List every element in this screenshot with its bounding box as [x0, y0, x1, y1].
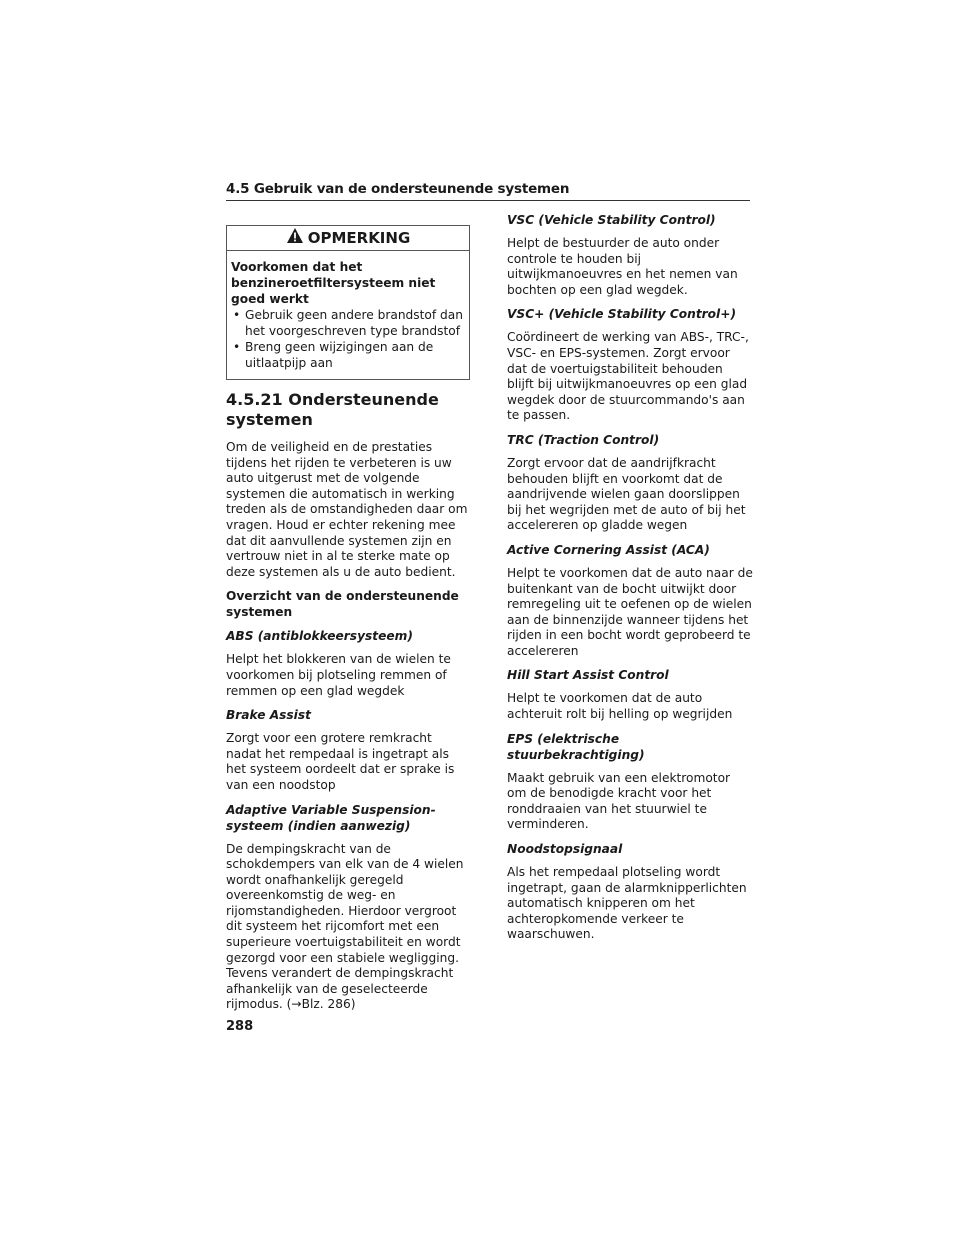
warning-triangle-icon [286, 227, 304, 248]
system-text-hill-start: Helpt te voorkomen dat de auto achteruit rolt bij helling op wegrijden [507, 691, 733, 722]
system-text-aca: Helpt te voorkomen dat de auto naar de buitenkant van de bocht uitwijkt door remregeling uit te oefenen op de wielen aan de binnenzijde wanneer tijdens het rijden in een bocht wordt geprobeerd te accelereren [507, 565, 753, 658]
notice-header [227, 226, 469, 251]
section-title: 4.5 Gebruik van de ondersteunende systemen [226, 181, 570, 197]
notice-body [227, 251, 469, 379]
system-term-abs: ABS (antiblokkeersysteem) [226, 629, 413, 644]
notice-bullet: • Breng geen wijzigingen aan de uitlaatpijp aan [231, 339, 465, 371]
system-term-vsc: VSC (Vehicle Stability Control) [507, 213, 716, 227]
notice-title: Voorkomen dat het benzineroetfiltersysteem niet goed werkt [231, 260, 436, 306]
system-text-vsc-plus: Coördineert de werking van ABS-, TRC-, VSC- en EPS-systemen. Zorgt ervoor dat de voertuigstabiliteit behouden blijft bij uitwijkmanoeuvres op een glad wegdek door de stuurcommando's aan te passen. [507, 330, 749, 423]
system-term-vsc-plus: VSC+ (Vehicle Stability Control+) [507, 307, 737, 322]
notice-label: OPMERKING [307, 228, 411, 247]
notice-box [226, 225, 470, 380]
system-term-emergency-stop-signal: Noodstopsignaal [507, 842, 623, 857]
overview-heading: Overzicht van de ondersteunende systemen [226, 589, 459, 620]
system-text-emergency-stop-signal: Als het rempedaal plotseling wordt ingetrapt, gaan de alarmknipperlichten automatisch knipperen om het achteropkomende verkeer te waarschuwen. [507, 865, 747, 942]
system-text-eps: Maakt gebruik van een elektromotor om de benodigde kracht voor het ronddraaien van het stuurwiel te verminderen. [507, 770, 731, 832]
running-header [226, 178, 750, 201]
notice-bullet: • Gebruik geen andere brandstof dan het voorgeschreven type brandstof [231, 307, 465, 339]
system-term-hill-start: Hill Start Assist Control [507, 668, 669, 683]
system-term-adaptive-suspension: Adaptive Variable Suspension-systeem (indien aanwezig) [226, 802, 436, 833]
section-intro: Om de veiligheid en de prestaties tijdens het rijden te verbeteren is uw auto uitgerust met de volgende systemen die automatisch in werking treden als de omstandigheden daar om vragen. Houd er echter rekening mee dat dit aanvullende systemen zijn en vertrouw niet in al te sterke mate op deze systemen als u de auto bedient. [226, 440, 468, 579]
notice-bullet-list [231, 307, 465, 371]
system-text-adaptive-suspension: De dempingskracht van de schokdempers van elk van de 4 wielen wordt onafhankelijk geregeld overeenkomstig de weg- en rijomstandigheden. Hierdoor vergroot dit systeem het rijcomfort met een superieure voertuigstabiliteit en wordt gezorgd voor een stabiele wegligging. Tevens verandert de dempingskracht afhankelijk van de geselecteerde rijmodus. (→Blz. 286) [226, 841, 464, 1012]
system-term-aca: Active Cornering Assist (ACA) [507, 542, 710, 557]
system-text-abs: Helpt het blokkeren van de wielen te voorkomen bij plotseling remmen of remmen op een glad wegdek [226, 652, 451, 698]
section-heading: 4.5.21 Ondersteunende systemen [226, 390, 439, 429]
left-column [226, 212, 470, 1021]
system-text-vsc: Helpt de bestuurder de auto onder controle te houden bij uitwijkmanoeuvres en het nemen van bochten op een glad wegdek. [507, 236, 738, 297]
system-term-trc: TRC (Traction Control) [507, 432, 660, 447]
system-text-brake-assist: Zorgt voor een grotere remkracht nadat het rempedaal is ingetrapt als het systeem oordeelt dat er sprake is van een noodstop [226, 731, 455, 792]
system-term-eps: EPS (elektrische stuurbekrachtiging) [507, 731, 645, 762]
system-term-brake-assist: Brake Assist [226, 708, 311, 723]
right-column [507, 212, 753, 951]
system-text-trc: Zorgt ervoor dat de aandrijfkracht behouden blijft en voorkomt dat de aandrijvende wielen gaan doorslippen bij het wegrijden met de auto of bij het accelereren op gladde wegen [507, 455, 746, 533]
page-number: 288 [226, 1019, 254, 1034]
